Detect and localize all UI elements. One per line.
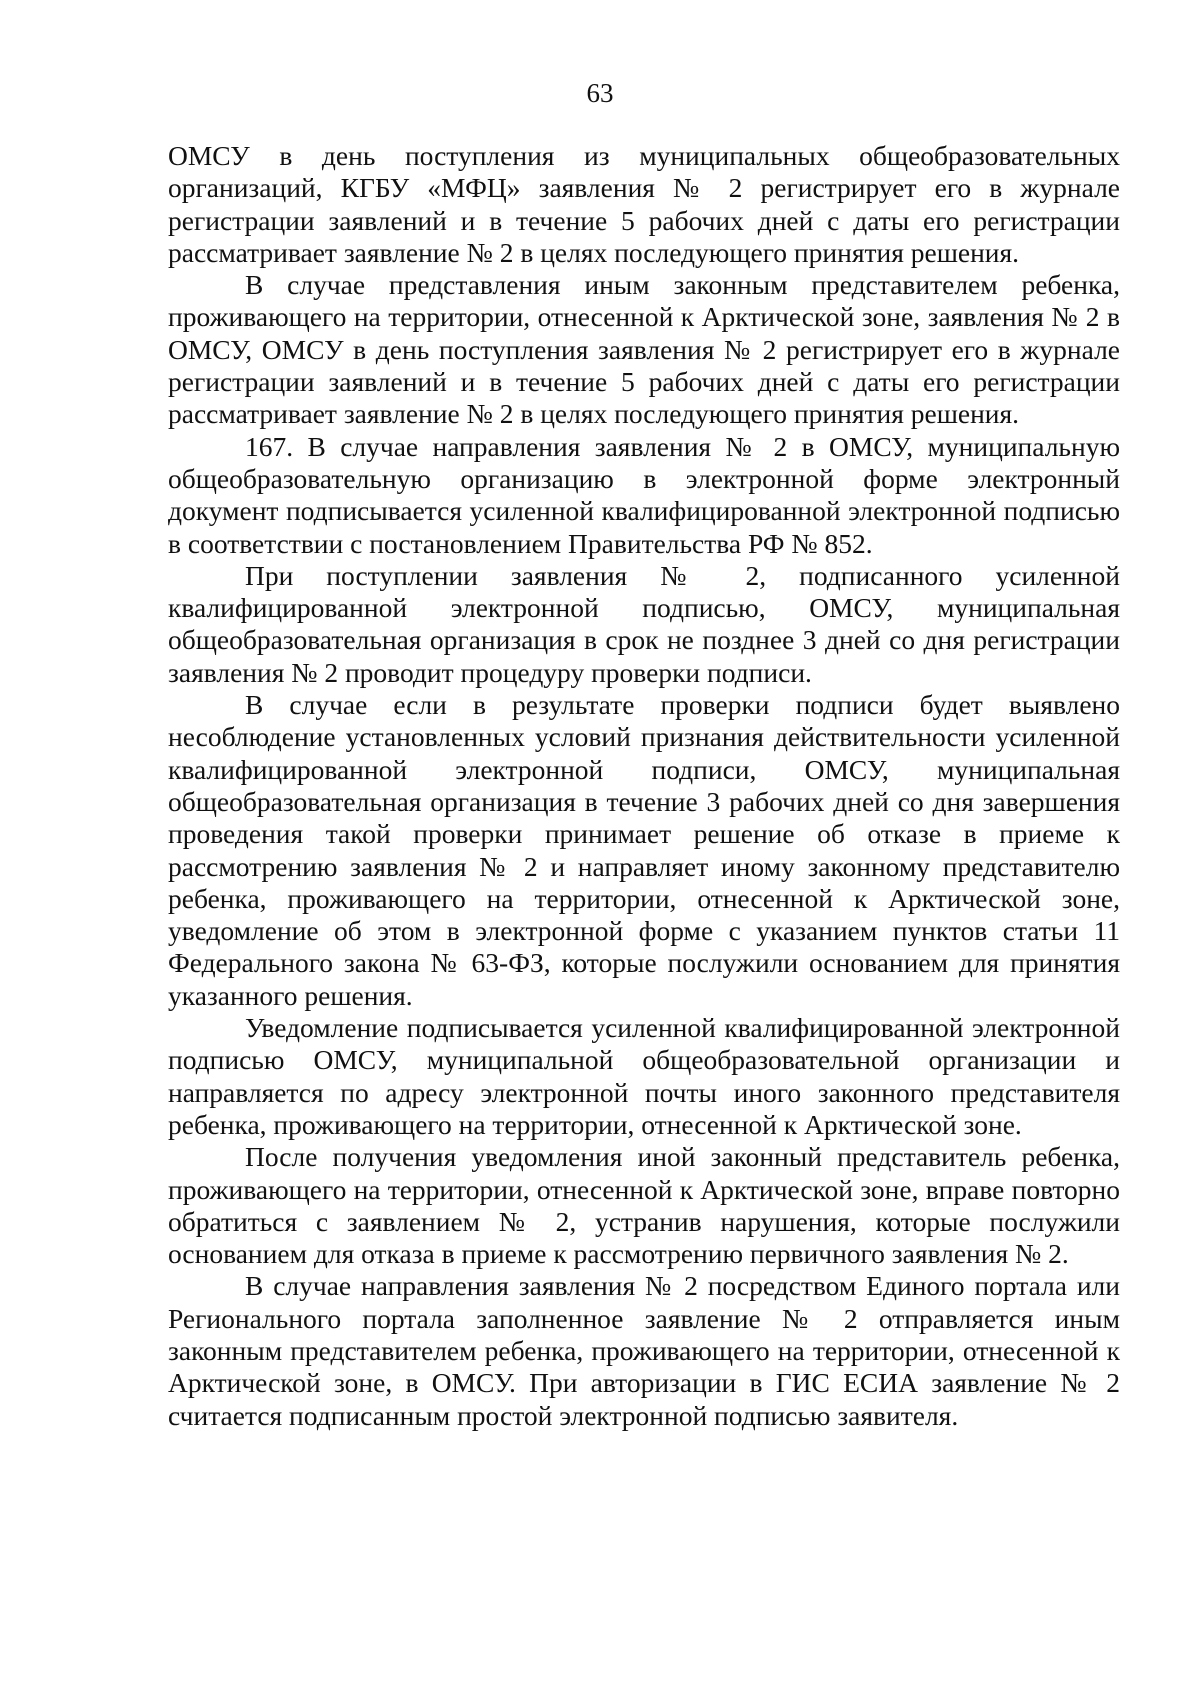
page-number: 63 — [586, 78, 614, 108]
paragraph-notification-signed: Уведомление подписывается усиленной квалифицированной электронной подписью ОМСУ, муниципальной общеобразовательной организации и направляется по адресу электронной почты иного законного представителя ребенка, проживающего на территории, отнесенной к Арктической зоне. — [168, 1012, 1120, 1140]
paragraph-omsu-registration: ОМСУ в день поступления из муниципальных общеобразовательных организаций, КГБУ «МФЦ» заявления № 2 регистрирует его в журнале регистрации заявлений и в течение 5 рабочих дней с даты его регистрации рассматривает заявление № 2 в целях последующего принятия решения. — [168, 140, 1120, 268]
document-body — [168, 140, 1120, 1432]
paragraph-signature-invalid: В случае если в результате проверки подписи будет выявлено несоблюдение установленных условий признания действительности усиленной квалифицированной электронной подписи, ОМСУ, муниципальная общеобразовательная организация в течение 3 рабочих дней со дня завершения проведения такой проверки принимает решение об отказе в приеме к рассмотрению заявления № 2 и направляет иному законному представителю ребенка, проживающего на территории, отнесенной к Арктической зоне, уведомление об этом в электронной форме с указанием пунктов статьи 11 Федерального закона № 63-ФЗ, которые послужили основанием для принятия указанного решения. — [168, 689, 1120, 1011]
paragraph-portal-submission: В случае направления заявления № 2 посредством Единого портала или Регионального портала заполненное заявление № 2 отправляется иным законным представителем ребенка, проживающего на территории, отнесенной к Арктической зоне, в ОМСУ. При авторизации в ГИС ЕСИА заявление № 2 считается подписанным простой электронной подписью заявителя. — [168, 1270, 1120, 1431]
paragraph-legal-representative: В случае представления иным законным представителем ребенка, проживающего на территории, отнесенной к Арктической зоне, заявления № 2 в ОМСУ, ОМСУ в день поступления заявления № 2 регистрирует его в журнале регистрации заявлений и в течение 5 рабочих дней с даты его регистрации рассматривает заявление № 2 в целях последующего принятия решения. — [168, 269, 1120, 430]
paragraph-repeat-application: После получения уведомления иной законный представитель ребенка, проживающего на территории, отнесенной к Арктической зоне, вправе повторно обратиться с заявлением № 2, устранив нарушения, которые послужили основанием для отказа в приеме к рассмотрению первичного заявления № 2. — [168, 1141, 1120, 1270]
paragraph-signature-check: При поступлении заявления № 2, подписанного усиленной квалифицированной электронной подписью, ОМСУ, муниципальная общеобразовательная организация в срок не позднее 3 дней со дня регистрации заявления № 2 проводит процедуру проверки подписи. — [168, 559, 1120, 688]
paragraph-167-electronic-signature: 167. В случае направления заявления № 2 в ОМСУ, муниципальную общеобразовательную организацию в электронной форме электронный документ подписывается усиленной квалифицированной электронной подписью в соответствии с постановлением Правительства РФ № 852. — [168, 430, 1120, 559]
